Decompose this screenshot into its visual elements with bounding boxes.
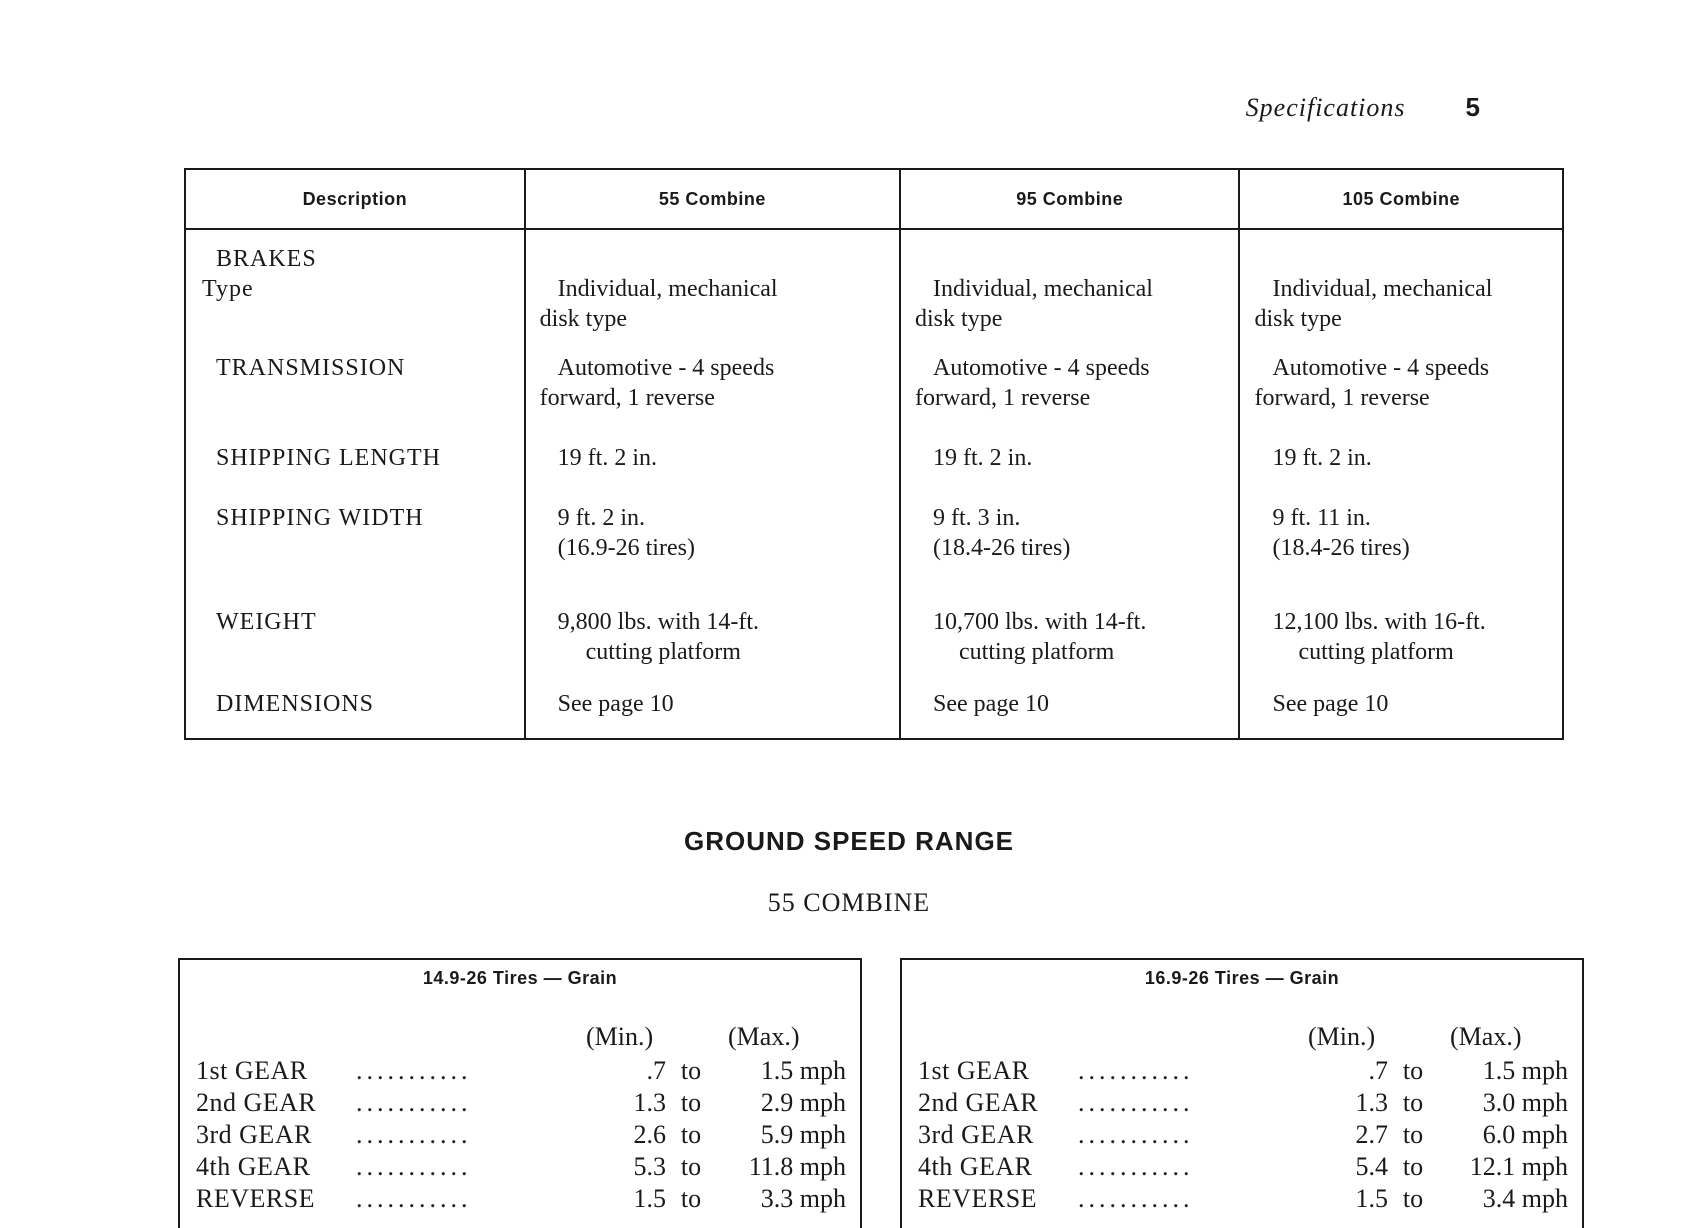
cell-line: 9 ft. 2 in. — [557, 505, 645, 531]
dot-leader: ........... — [356, 1152, 472, 1181]
max-header: (Max.) — [1450, 1022, 1522, 1051]
max-speed: 3.4 mph — [1482, 1184, 1568, 1213]
row-label: SHIPPING LENGTH — [216, 445, 441, 471]
table-row — [185, 229, 1563, 339]
to-label: to — [680, 1120, 702, 1149]
gear-label: 2nd GEAR — [918, 1088, 1039, 1117]
min-speed: 2.7 — [1355, 1120, 1388, 1149]
column-header-95-combine: 95 Combine — [900, 169, 1239, 229]
speed-table-16-9-26 — [900, 958, 1584, 1228]
cell-line: Individual, mechanical — [933, 276, 1153, 302]
column-header-description: Description — [185, 169, 525, 229]
specifications-table — [184, 168, 1564, 740]
cell-line: See page 10 — [1272, 691, 1389, 717]
row-label-cell — [185, 595, 525, 683]
min-header: (Min.) — [586, 1022, 654, 1051]
cell-line: (18.4-26 tires) — [933, 535, 1071, 561]
max-header: (Max.) — [728, 1022, 800, 1051]
value-cell — [1239, 595, 1563, 683]
max-speed: 3.0 mph — [1482, 1088, 1568, 1117]
table-row — [918, 1152, 1570, 1184]
cell-line: 10,700 lbs. with 14-ft. — [933, 609, 1147, 635]
value-cell — [525, 431, 900, 491]
min-speed: .7 — [646, 1056, 666, 1085]
gear-label: 4th GEAR — [196, 1152, 311, 1181]
dot-leader: ........... — [1078, 1184, 1194, 1213]
table-row — [185, 683, 1563, 739]
table-row — [918, 1120, 1570, 1152]
cell-line: 19 ft. 2 in. — [557, 445, 657, 471]
cell-line: Individual, mechanical — [1272, 276, 1493, 302]
table-row — [185, 491, 1563, 595]
value-cell — [900, 595, 1239, 683]
gear-label: 1st GEAR — [196, 1056, 308, 1085]
value-cell — [525, 683, 900, 739]
speed-table-title: 16.9-26 Tires — Grain — [1144, 968, 1340, 988]
cell-line: forward, 1 reverse — [1254, 385, 1430, 411]
row-label-cell — [185, 683, 525, 739]
row-label-cell — [185, 339, 525, 431]
cell-line: 19 ft. 2 in. — [1272, 445, 1372, 471]
min-speed: 1.3 — [633, 1088, 666, 1117]
cell-line: Automotive - 4 speeds — [933, 355, 1150, 381]
min-speed: 2.6 — [633, 1120, 666, 1149]
max-speed: 5.9 mph — [760, 1120, 846, 1149]
gear-label: REVERSE — [918, 1184, 1038, 1213]
dot-leader: ........... — [1078, 1152, 1194, 1181]
to-label: to — [680, 1152, 702, 1181]
column-header-55-combine: 55 Combine — [525, 169, 900, 229]
cell-line: 9,800 lbs. with 14-ft. — [557, 609, 759, 635]
table-row — [185, 595, 1563, 683]
row-sublabel: Type — [202, 276, 254, 302]
dot-leader: ........... — [356, 1056, 472, 1085]
ground-speed-subtitle: 55 COMBINE — [767, 888, 931, 917]
min-speed: 1.3 — [1355, 1088, 1388, 1117]
row-label: WEIGHT — [216, 609, 317, 635]
table-row — [196, 1152, 848, 1184]
cell-line: cutting platform — [959, 639, 1115, 665]
dot-leader: ........... — [1078, 1088, 1194, 1117]
min-speed: 5.3 — [633, 1152, 666, 1181]
row-label: BRAKES — [216, 246, 317, 272]
gear-label: REVERSE — [196, 1184, 316, 1213]
value-cell — [900, 229, 1239, 339]
table-row — [185, 431, 1563, 491]
row-label-cell — [185, 491, 525, 595]
row-label: DIMENSIONS — [216, 691, 375, 717]
speed-table-title: 14.9-26 Tires — Grain — [422, 968, 618, 988]
gear-label: 2nd GEAR — [196, 1088, 317, 1117]
min-speed: 5.4 — [1355, 1152, 1388, 1181]
page-header — [1246, 92, 1480, 123]
value-cell — [900, 491, 1239, 595]
value-cell — [525, 339, 900, 431]
max-speed: 11.8 mph — [748, 1152, 846, 1181]
min-header: (Min.) — [1308, 1022, 1376, 1051]
cell-line: Automotive - 4 speeds — [1272, 355, 1490, 381]
table-row — [196, 1088, 848, 1120]
value-cell — [900, 339, 1239, 431]
to-label: to — [680, 1088, 702, 1117]
cell-line: (16.9-26 tires) — [557, 535, 695, 561]
value-cell — [525, 491, 900, 595]
cell-line: 9 ft. 11 in. — [1272, 505, 1371, 531]
value-cell — [1239, 491, 1563, 595]
table-row — [196, 1184, 848, 1216]
column-header-105-combine: 105 Combine — [1239, 169, 1563, 229]
cell-line: cutting platform — [1298, 639, 1454, 665]
table-row — [918, 1184, 1570, 1216]
value-cell — [525, 595, 900, 683]
value-cell — [525, 229, 900, 339]
to-label: to — [1402, 1152, 1424, 1181]
value-cell — [1239, 339, 1563, 431]
dot-leader: ........... — [356, 1088, 472, 1117]
gear-label: 3rd GEAR — [918, 1120, 1034, 1149]
cell-line: cutting platform — [585, 639, 741, 665]
row-label-cell — [185, 229, 525, 339]
table-row — [196, 1056, 848, 1088]
table-row — [196, 1120, 848, 1152]
cell-line: 12,100 lbs. with 16-ft. — [1272, 609, 1486, 635]
to-label: to — [680, 1184, 702, 1213]
cell-line: (18.4-26 tires) — [1272, 535, 1410, 561]
value-cell — [1239, 431, 1563, 491]
cell-line: See page 10 — [557, 691, 674, 717]
min-speed: 1.5 — [1355, 1184, 1388, 1213]
min-speed: .7 — [1368, 1056, 1388, 1085]
cell-line: Individual, mechanical — [557, 276, 778, 302]
section-title: Specifications — [1245, 93, 1406, 122]
row-label: SHIPPING WIDTH — [216, 505, 424, 531]
value-cell — [900, 683, 1239, 739]
min-speed: 1.5 — [633, 1184, 666, 1213]
value-cell — [1239, 229, 1563, 339]
dot-leader: ........... — [1078, 1056, 1194, 1085]
cell-line: 9 ft. 3 in. — [933, 505, 1021, 531]
table-row — [185, 339, 1563, 431]
dot-leader: ........... — [356, 1120, 472, 1149]
gear-label: 3rd GEAR — [196, 1120, 312, 1149]
max-speed: 1.5 mph — [1482, 1056, 1568, 1085]
dot-leader: ........... — [356, 1184, 472, 1213]
cell-line: disk type — [915, 306, 1003, 332]
gear-label: 1st GEAR — [918, 1056, 1030, 1085]
cell-line: forward, 1 reverse — [915, 385, 1091, 411]
max-speed: 2.9 mph — [760, 1088, 846, 1117]
ground-speed-title: GROUND SPEED RANGE — [683, 826, 1015, 856]
table-row — [918, 1056, 1570, 1088]
value-cell — [900, 431, 1239, 491]
cell-line: disk type — [539, 306, 627, 332]
cell-line: forward, 1 reverse — [539, 385, 715, 411]
max-speed: 1.5 mph — [760, 1056, 846, 1085]
to-label: to — [680, 1056, 702, 1085]
to-label: to — [1402, 1120, 1424, 1149]
max-speed: 3.3 mph — [760, 1184, 846, 1213]
row-label-cell — [185, 431, 525, 491]
page-number: 5 — [1465, 92, 1480, 122]
gear-label: 4th GEAR — [918, 1152, 1033, 1181]
table-header-row — [185, 169, 1563, 229]
dot-leader: ........... — [1078, 1120, 1194, 1149]
value-cell — [1239, 683, 1563, 739]
speed-table-14-9-26 — [178, 958, 862, 1228]
to-label: to — [1402, 1056, 1424, 1085]
row-label: TRANSMISSION — [216, 355, 406, 381]
cell-line: 19 ft. 2 in. — [933, 445, 1033, 471]
cell-line: disk type — [1254, 306, 1342, 332]
cell-line: See page 10 — [933, 691, 1049, 717]
max-speed: 6.0 mph — [1482, 1120, 1568, 1149]
to-label: to — [1402, 1184, 1424, 1213]
to-label: to — [1402, 1088, 1424, 1117]
max-speed: 12.1 mph — [1469, 1152, 1568, 1181]
cell-line: Automotive - 4 speeds — [557, 355, 775, 381]
table-row — [918, 1088, 1570, 1120]
